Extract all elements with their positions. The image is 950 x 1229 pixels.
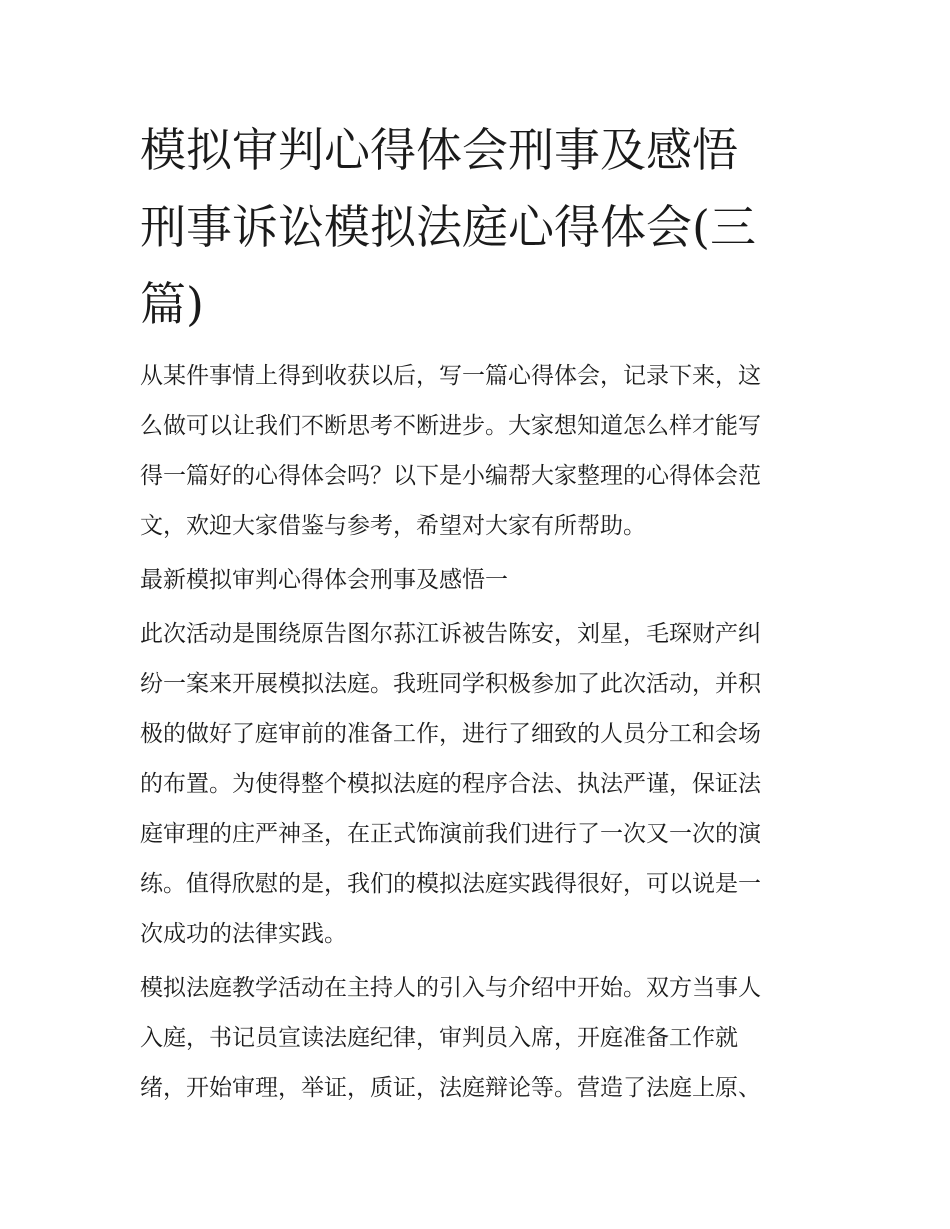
text-line: 得一篇好的心得体会吗？以下是小编帮大家整理的心得体会范 [140, 463, 761, 489]
section-heading: 最新模拟审判心得体会刑事及感悟一 [140, 567, 508, 593]
text-line: 文，欢迎大家借鉴与参考，希望对大家有所帮助。 [140, 513, 646, 539]
text-line: 此次活动是围绕原告图尔荪江诉被告陈安，刘星，毛琛财产纠 [140, 621, 761, 647]
title-line: 模拟审判心得体会刑事及感悟 [140, 123, 738, 177]
intro-paragraph [140, 351, 816, 551]
text-line: 极的做好了庭审前的准备工作，进行了细致的人员分工和会场 [140, 721, 761, 747]
text-line: 从某件事情上得到收获以后，写一篇心得体会，记录下来，这 [140, 363, 761, 389]
title-line: 篇) [140, 277, 204, 331]
text-line: 的布置。为使得整个模拟法庭的程序合法、执法严谨，保证法 [140, 771, 761, 797]
text-line: 模拟法庭教学活动在主持人的引入与介绍中开始。双方当事人 [140, 975, 761, 1001]
text-line: 庭审理的庄严神圣，在正式饰演前我们进行了一次又一次的演 [140, 821, 761, 847]
title-line: 刑事诉讼模拟法庭心得体会(三 [140, 200, 756, 254]
text-line: 纷一案来开展模拟法庭。我班同学积极参加了此次活动，并积 [140, 671, 761, 697]
body-paragraph-1 [140, 609, 816, 959]
text-line: 入庭，书记员宣读法庭纪律，审判员入席，开庭准备工作就 [140, 1025, 738, 1051]
text-line: 练。值得欣慰的是，我们的模拟法庭实践得很好，可以说是一 [140, 871, 761, 897]
text-line: 么做可以让我们不断思考不断进步。大家想知道怎么样才能写 [140, 413, 761, 439]
document-title [140, 112, 816, 343]
body-paragraph-2 [140, 963, 816, 1113]
text-line: 绪，开始审理，举证，质证，法庭辩论等。营造了法庭上原、 [140, 1075, 761, 1101]
document-page [140, 112, 816, 1113]
text-line: 次成功的法律实践。 [140, 921, 347, 947]
